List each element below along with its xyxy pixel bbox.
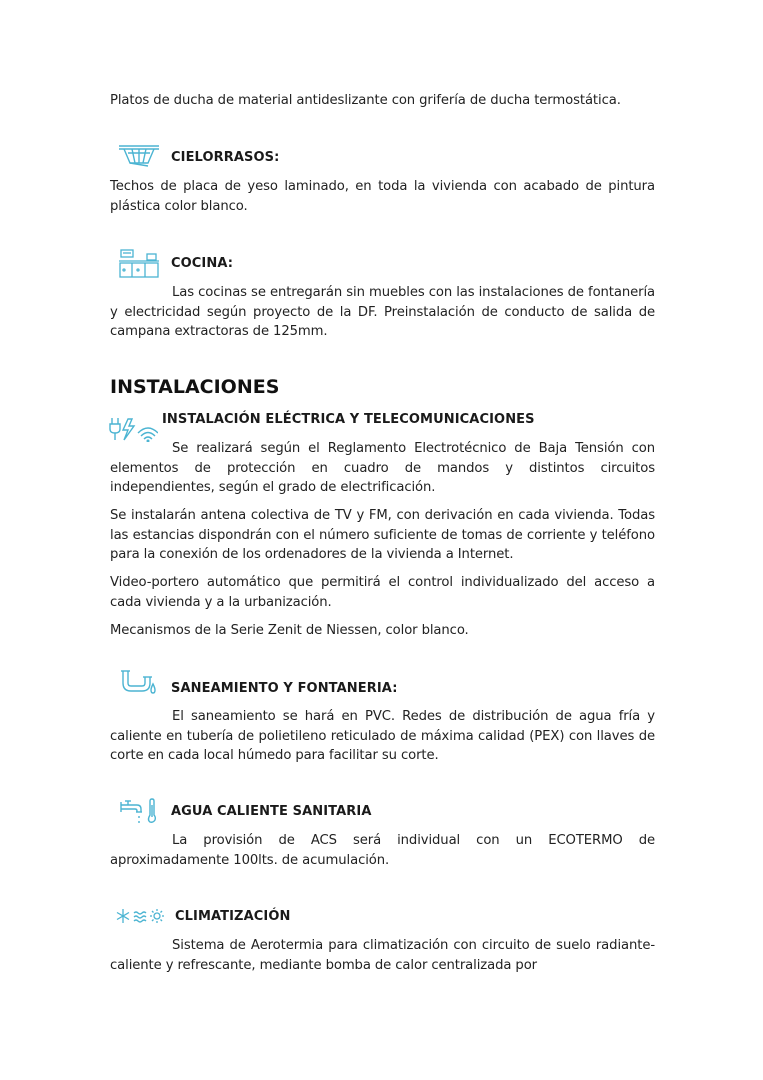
- cocina-block: [110, 283, 655, 342]
- climate-icon: [115, 907, 167, 925]
- climatizacion-text: Sistema de Aerotermia para climatización con circuito de suelo radiante-caliente y refrescante, mediante bomba de calor centralizada por: [110, 938, 655, 973]
- intro-text: Platos de ducha de material antideslizante con grifería de ducha termostática.: [110, 93, 621, 108]
- electrica-block-4: [110, 621, 655, 641]
- cielorrasos-text: Techos de placa de yeso laminado, en toda la vivienda con acabado de pintura plástica color blanco.: [110, 179, 655, 214]
- acs-text: La provisión de ACS será individual con un ECOTERMO de aproximadamente 100lts. de acumulación.: [110, 833, 655, 868]
- electrica-text-3: Video-portero automático que permitirá el control individualizado del acceso a cada vivienda y a la urbanización.: [110, 575, 655, 610]
- electrica-text-4: Mecanismos de la Serie Zenit de Niessen, color blanco.: [110, 623, 469, 638]
- instalaciones-title: INSTALACIONES: [110, 376, 280, 398]
- intro-block: [110, 91, 655, 111]
- acs-heading: AGUA CALIENTE SANITARIA: [171, 804, 372, 819]
- ceiling-icon: [118, 144, 160, 168]
- climatizacion-heading: CLIMATIZACIÓN: [175, 909, 291, 924]
- cielorrasos-heading: CIELORRASOS:: [171, 150, 280, 165]
- kitchen-icon: [118, 249, 160, 279]
- cocina-heading: COCINA:: [171, 256, 234, 271]
- acs-block: [110, 831, 655, 870]
- electrica-heading: INSTALACIÓN ELÉCTRICA Y TELECOMUNICACIONES: [162, 412, 535, 427]
- electrica-block-1: [110, 439, 655, 498]
- cielorrasos-block: [110, 177, 655, 216]
- electrica-block-2: [110, 506, 655, 565]
- electrica-text-1: Se realizará según el Reglamento Electrotécnico de Baja Tensión con elementos de protección en cuadro de mandos y distintos circuitos independientes, según el grado de electrificación.: [110, 441, 655, 495]
- electrica-text-2: Se instalarán antena colectiva de TV y FM, con derivación en cada vivienda. Todas las estancias dispondrán con el número suficiente de tomas de corriente y teléfono para la conexión de los ordenadores de la vivienda a Internet.: [110, 508, 655, 562]
- saneamiento-text: El saneamiento se hará en PVC. Redes de distribución de agua fría y caliente en tubería de polietileno reticulado de máxima calidad (PEX) con llaves de corte en cada local húmedo para facilitar su corte.: [110, 709, 655, 763]
- cocina-text: Las cocinas se entregarán sin muebles con las instalaciones de fontanería y electricidad según proyecto de la DF. Preinstalación de conducto de salida de campana extractoras de 125mm.: [110, 285, 655, 339]
- pipe-icon: [120, 669, 160, 697]
- saneamiento-heading: SANEAMIENTO Y FONTANERIA:: [171, 681, 398, 696]
- electrica-block-3: [110, 573, 655, 612]
- saneamiento-block: [110, 707, 655, 766]
- faucet-thermometer-icon: [119, 798, 159, 824]
- climatizacion-block: [110, 936, 655, 975]
